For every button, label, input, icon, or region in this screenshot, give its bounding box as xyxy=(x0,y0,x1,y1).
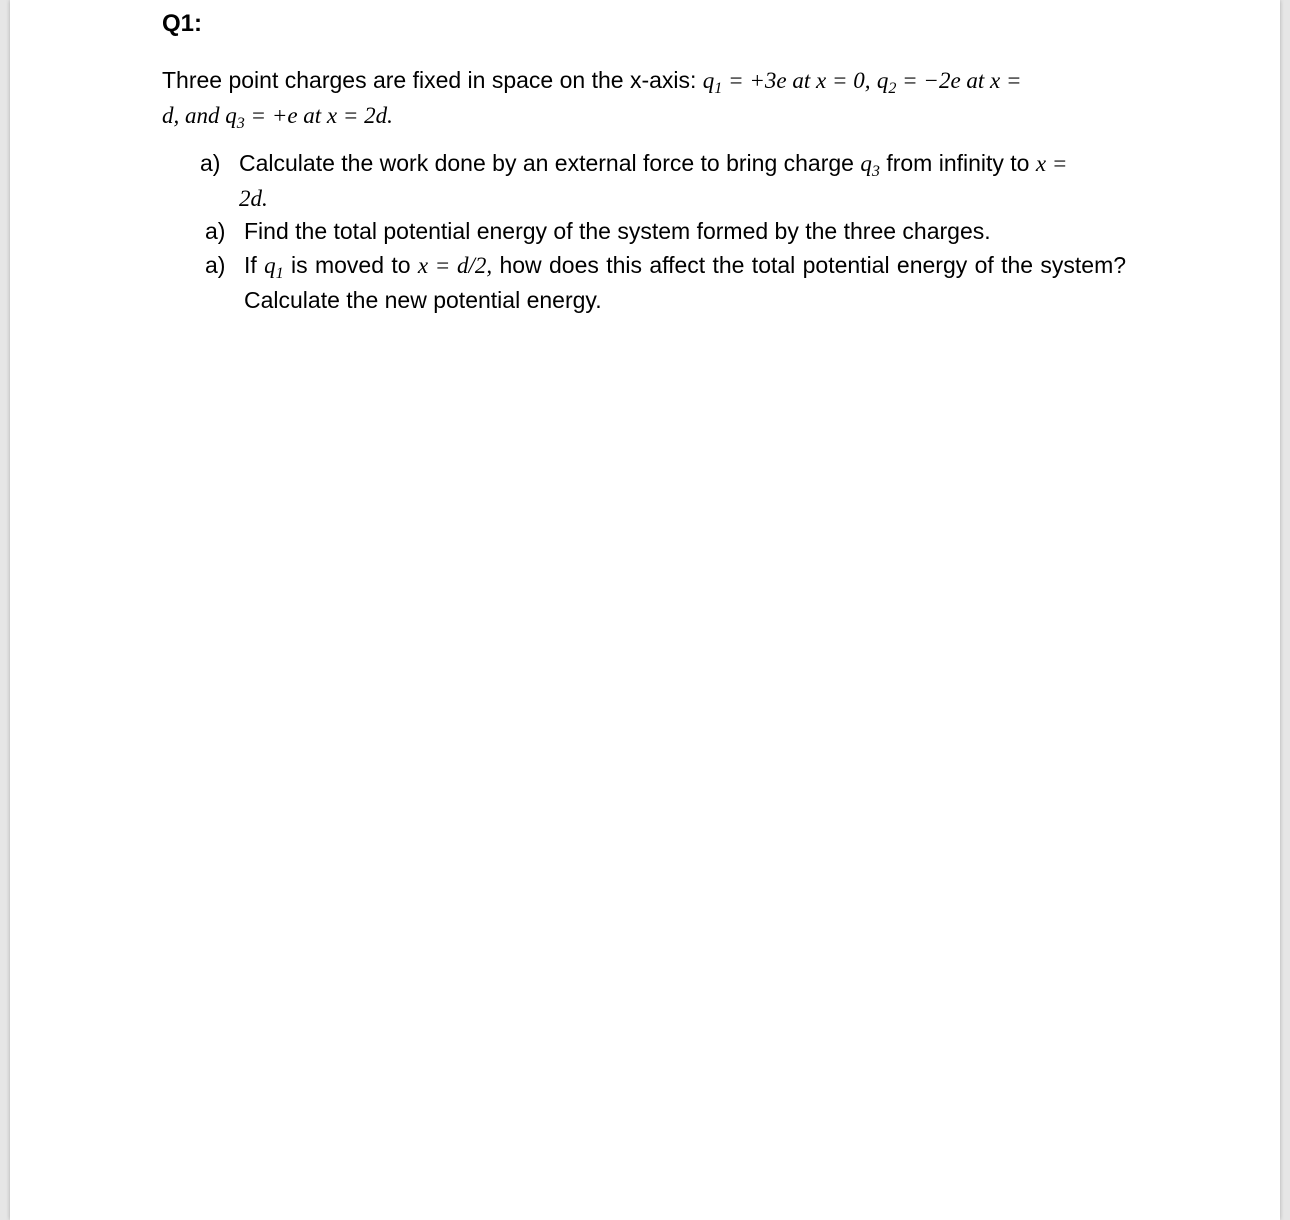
q3-value: = +e at x = 2d. xyxy=(244,103,393,128)
question-intro xyxy=(162,63,1126,133)
item-label: a) xyxy=(205,218,226,244)
item-text: Find the total potential energy of the system formed by the three charges. xyxy=(244,218,991,244)
item-label: a) xyxy=(205,252,226,278)
document-page xyxy=(10,0,1280,1220)
q2-symbol: $q_2$ xyxy=(876,68,897,97)
intro-text: Three point charges are fixed in space on the x-axis: xyxy=(162,67,697,93)
item-text: Calculate the work done by an external force to bring charge $q_3$ from infinity to x = 2d. xyxy=(239,150,1068,211)
item-text: If $q_1$ is moved to x = d/2, how does this affect the total potential energy of the system? Calculate the new potential energy. xyxy=(244,252,1127,313)
question-title: Q1: xyxy=(162,10,203,37)
q1-value: = +3e at x = 0, xyxy=(722,68,871,93)
q3-symbol: $q_3$ xyxy=(225,103,245,132)
intro-line2: d, and xyxy=(162,103,226,128)
q3-symbol: $q_3$ xyxy=(860,151,880,180)
q1-symbol: $q_1$ xyxy=(264,253,284,282)
item-label: a) xyxy=(200,150,221,176)
q2-value: = −2e at x = xyxy=(896,68,1022,93)
q1-symbol: $q_1$ xyxy=(702,68,723,97)
